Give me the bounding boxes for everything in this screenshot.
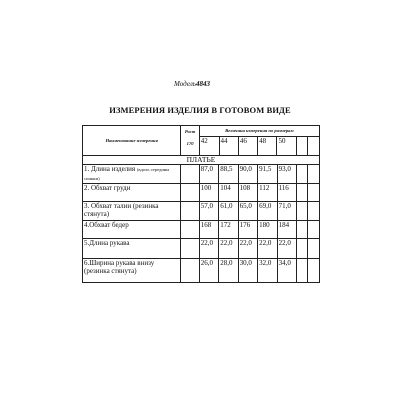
value-cell: 93,0 — [277, 165, 296, 184]
empty-cell — [181, 202, 199, 221]
table-row — [83, 202, 320, 221]
value-cell: 90,0 — [238, 165, 257, 184]
empty-cell — [181, 165, 199, 184]
row-name — [83, 165, 181, 184]
empty-cell — [297, 221, 308, 239]
value-cell: 87,0 — [199, 165, 218, 184]
value-cell: 28,0 — [219, 259, 238, 283]
row-name: 5.Длина рукава — [83, 239, 181, 259]
table-row — [83, 259, 320, 283]
row-name: 6.Ширина рукава внизу (резинка стянута) — [83, 259, 181, 283]
value-cell: 26,0 — [199, 259, 218, 283]
value-cell: 22,0 — [199, 239, 218, 259]
row-name: 2. Обхват груди — [83, 184, 181, 202]
row-name: 4.Обхват бедер — [83, 221, 181, 239]
value-cell: 108 — [238, 184, 257, 202]
size-42: 42 — [200, 136, 219, 155]
empty-cell — [308, 259, 320, 283]
document-title: ИЗМЕРЕНИЯ ИЗДЕЛИЯ В ГОТОВОМ ВИДЕ — [109, 105, 291, 115]
header-measurement-name: Наименование измерения — [83, 126, 181, 156]
value-cell: 34,0 — [277, 259, 296, 283]
value-cell: 116 — [277, 184, 296, 202]
empty-cell — [181, 221, 199, 239]
value-cell: 88,5 — [219, 165, 238, 184]
value-cell: 69,0 — [258, 202, 277, 221]
empty-cell — [308, 239, 320, 259]
section-row — [83, 156, 320, 165]
row-name-note: (вдоль середины спинки) — [84, 167, 170, 181]
size-46: 46 — [238, 136, 257, 155]
value-cell: 104 — [219, 184, 238, 202]
value-cell: 57,0 — [199, 202, 218, 221]
value-cell: 22,0 — [258, 239, 277, 259]
value-cell: 172 — [219, 221, 238, 239]
header-sizes — [199, 126, 319, 156]
empty-cell — [297, 184, 308, 202]
value-cell: 91,5 — [258, 165, 277, 184]
empty-cell — [296, 136, 307, 155]
table-row — [83, 184, 320, 202]
value-cell: 180 — [258, 221, 277, 239]
row-name: 3. Обхват талии (резинка стянута) — [83, 202, 181, 221]
header-height-label: Рост — [184, 129, 196, 134]
empty-cell — [308, 165, 320, 184]
empty-cell — [308, 136, 319, 155]
empty-cell — [181, 184, 199, 202]
value-cell: 184 — [277, 221, 296, 239]
value-cell: 22,0 — [277, 239, 296, 259]
size-48: 48 — [258, 136, 277, 155]
section-title: ПЛАТЬЕ — [83, 156, 320, 165]
table-row — [83, 165, 320, 184]
value-cell: 71,0 — [277, 202, 296, 221]
value-cell: 100 — [199, 184, 218, 202]
model-prefix: Модель — [174, 80, 196, 88]
value-cell: 32,0 — [258, 259, 277, 283]
model-label — [174, 80, 210, 88]
value-cell: 168 — [199, 221, 218, 239]
table-row — [83, 239, 320, 259]
value-cell: 30,0 — [238, 259, 257, 283]
empty-cell — [308, 221, 320, 239]
empty-cell — [297, 202, 308, 221]
empty-cell — [308, 202, 320, 221]
empty-cell — [181, 259, 199, 283]
model-number: 4843 — [195, 80, 210, 88]
header-height — [181, 126, 199, 156]
empty-cell — [297, 165, 308, 184]
empty-cell — [181, 239, 199, 259]
table-row — [83, 221, 320, 239]
header-height-value: 170 — [186, 141, 194, 146]
size-44: 44 — [219, 136, 238, 155]
header-row — [83, 126, 320, 156]
value-cell: 22,0 — [238, 239, 257, 259]
empty-cell — [297, 239, 308, 259]
size-50: 50 — [277, 136, 296, 155]
value-cell: 61,0 — [219, 202, 238, 221]
value-cell: 22,0 — [219, 239, 238, 259]
measurements-table — [82, 125, 320, 283]
row-name-text: 1. Длина изделия — [84, 165, 136, 173]
header-sizes-label: Величина измерения по размерам — [200, 126, 319, 136]
empty-cell — [308, 184, 320, 202]
value-cell: 65,0 — [238, 202, 257, 221]
value-cell: 176 — [238, 221, 257, 239]
value-cell: 112 — [258, 184, 277, 202]
empty-cell — [297, 259, 308, 283]
